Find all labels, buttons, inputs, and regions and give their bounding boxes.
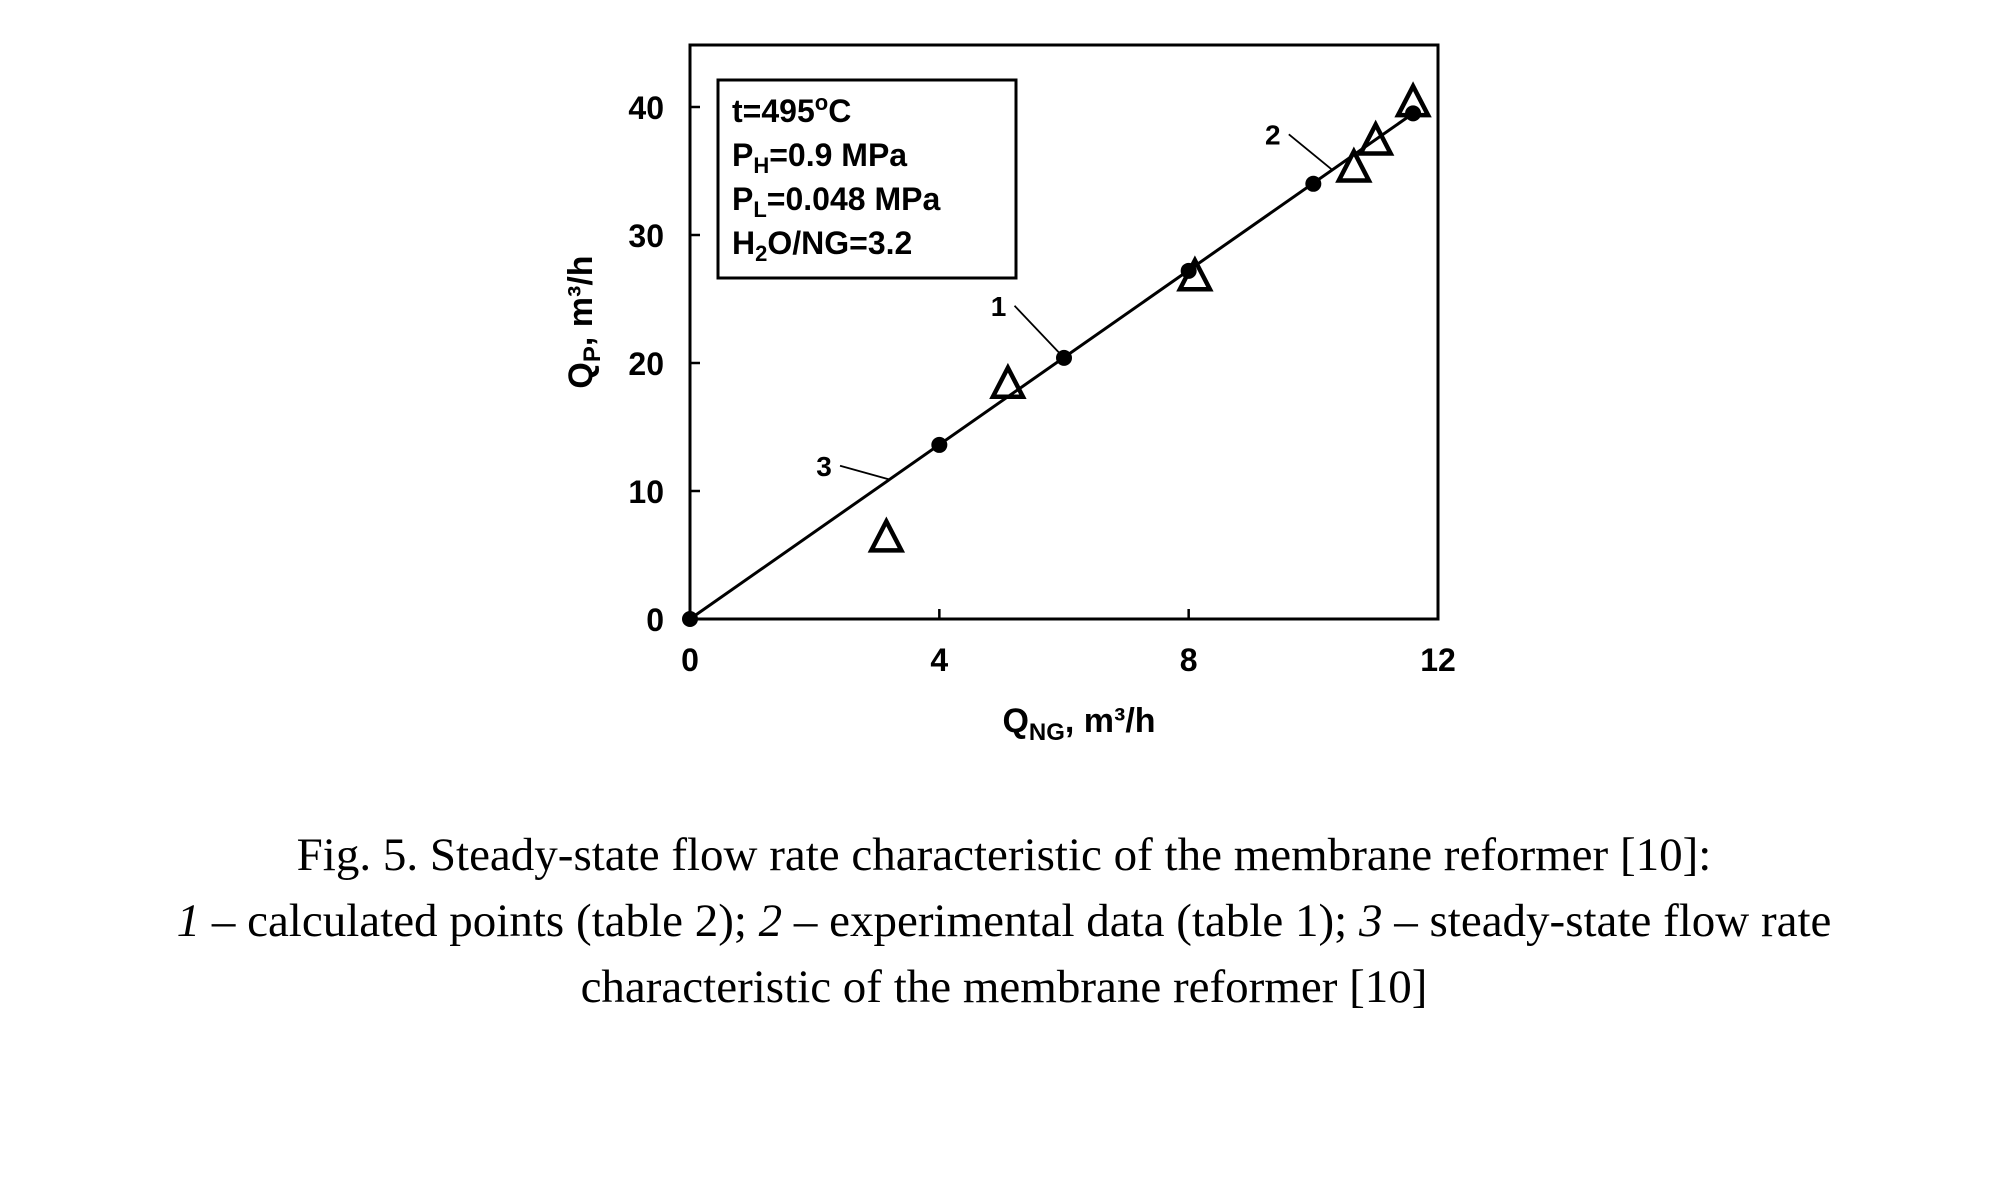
info-box — [718, 80, 1016, 278]
callout-label-1: 1 — [990, 290, 1007, 322]
caption-item-3-num: 3 — [1358, 895, 1383, 947]
caption-line-1: Fig. 5. Steady-state flow rate characteristic of the membrane reformer [10]: — [296, 829, 1712, 881]
caption-line-2 — [0, 888, 2008, 954]
x-tick-label: 4 — [930, 642, 949, 678]
caption-line-3: characteristic of the membrane reformer [10] — [580, 961, 1428, 1013]
caption-item-3-text: – steady-state flow rate — [1382, 895, 1832, 947]
info-box-line: $P_H=0.9$ MPa — [732, 137, 908, 178]
callout-label-2: 2 — [1265, 119, 1281, 151]
x-tick-label: 8 — [1179, 642, 1198, 678]
y-tick-label: 40 — [628, 90, 664, 126]
callout-label-3: 3 — [816, 450, 832, 482]
x-axis-title: $Q_{NG}$, m³/h — [1002, 702, 1156, 746]
y-tick-label: 30 — [628, 218, 664, 254]
y-axis-title: $Q_P$, m³/h — [562, 255, 606, 389]
caption-item-1-text: – calculated points (table 2); — [200, 895, 759, 947]
callout-leader-2 — [1289, 134, 1332, 169]
series-1-point — [1305, 176, 1321, 192]
x-tick-label: 12 — [1420, 642, 1456, 678]
x-tick-label: 0 — [681, 642, 699, 678]
y-tick-label: 10 — [628, 474, 664, 510]
series-2-point — [871, 521, 901, 550]
callout-leader-1 — [1015, 306, 1064, 358]
y-tick-label: 20 — [628, 346, 664, 382]
info-box-line: $P_L=0.048$ MPa — [732, 181, 941, 222]
caption-item-1-num: 1 — [176, 895, 201, 947]
callout-leader-3 — [840, 466, 889, 480]
series-1-point — [931, 437, 947, 453]
series-2-point — [993, 368, 1023, 397]
caption-item-2-num: 2 — [758, 895, 783, 947]
series-1-point — [682, 611, 698, 627]
info-box-line: $t=495^oC$ — [732, 90, 852, 129]
y-tick-label: 0 — [646, 602, 664, 638]
caption-item-2-text: – experimental data (table 1); — [782, 895, 1359, 947]
info-box-line: $H_2O/NG=3.2$ — [732, 225, 913, 266]
figure-caption — [0, 822, 2008, 1020]
